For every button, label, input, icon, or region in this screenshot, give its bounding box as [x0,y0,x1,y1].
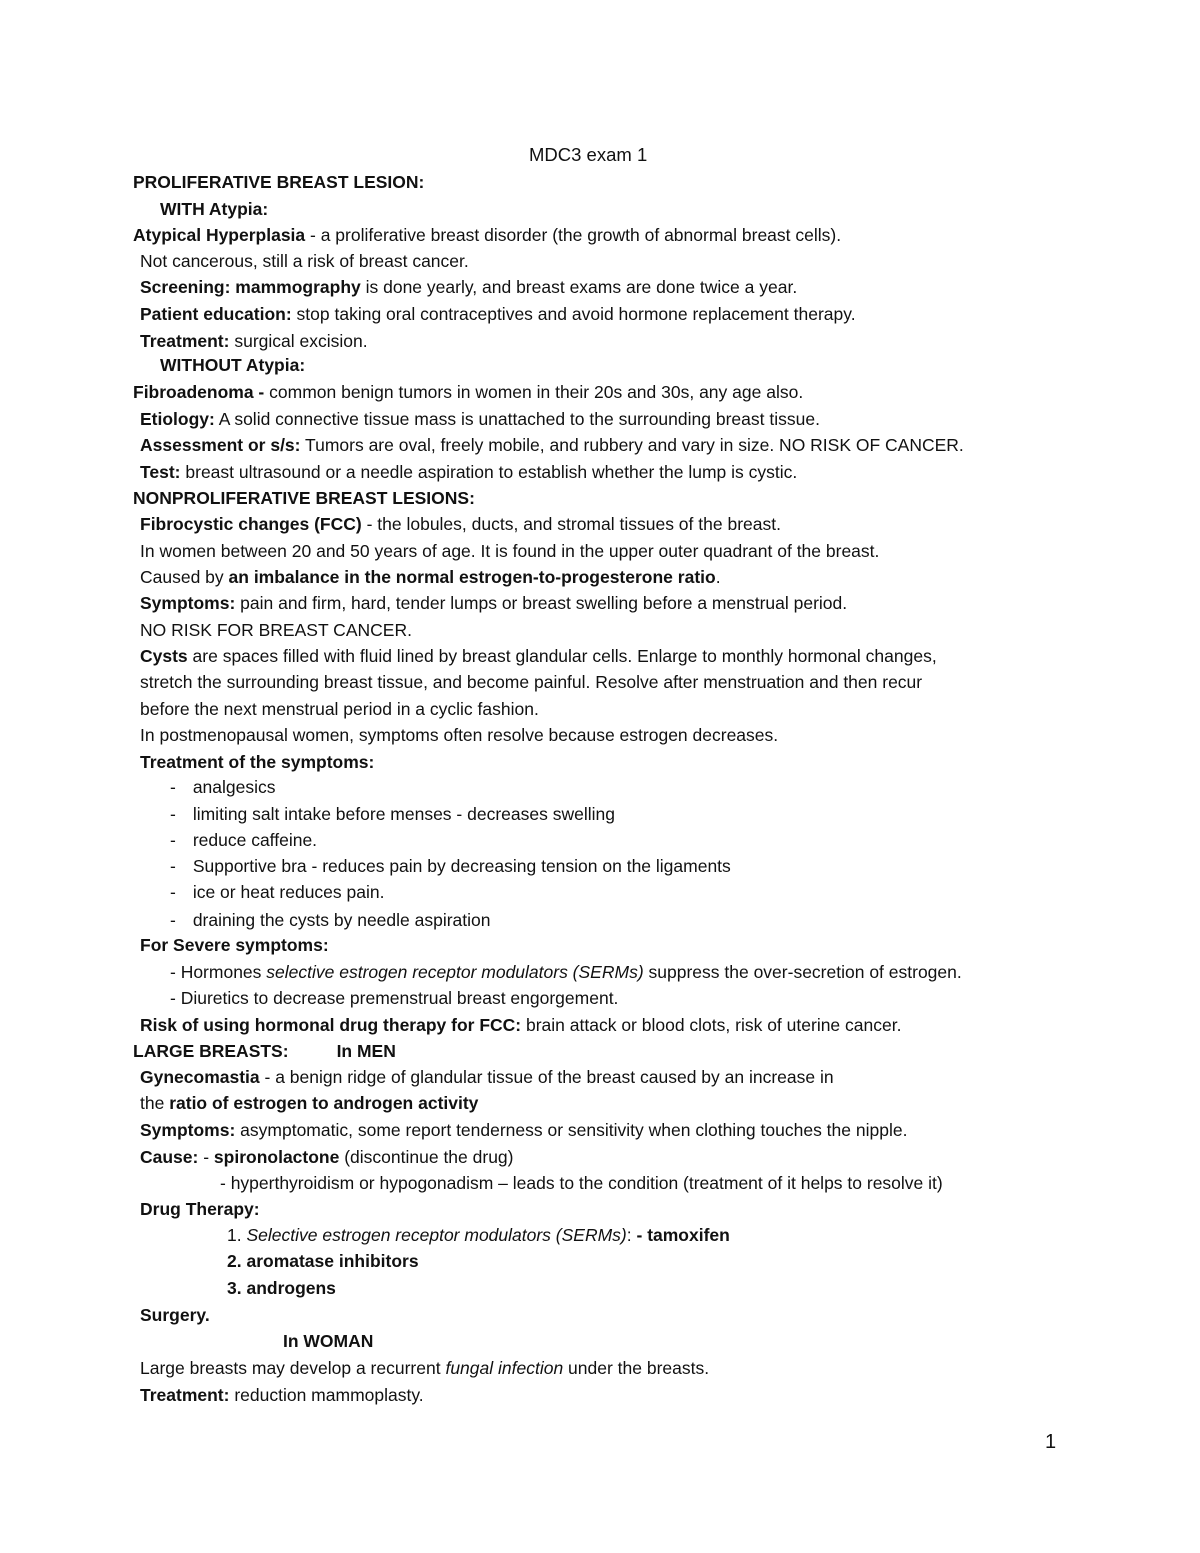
text-segment: reduce caffeine. [192,830,318,850]
text-segment: breast ultrasound or a needle aspiration to establish whether the lump is cystic. [180,462,798,482]
text-line [140,408,820,430]
text-line [140,1066,834,1088]
text-segment: Surgery. [140,1305,210,1325]
text-segment: LARGE BREASTS: [133,1041,289,1061]
text-line [170,909,491,931]
text-segment: NONPROLIFERATIVE BREAST LESIONS: [133,488,475,508]
text-segment: - Diuretics to decrease premenstrual breast engorgement. [170,988,619,1008]
text-line [140,645,937,667]
text-segment: spironolactone [213,1147,340,1167]
text-line [227,1277,336,1299]
text-line [140,1304,210,1326]
text-segment: 3. androgens [227,1278,336,1298]
text-line [133,381,803,403]
text-segment: 1. [227,1225,247,1245]
text-segment: - a proliferative breast disorder (the growth of abnormal breast cells). [305,225,842,245]
text-segment: - [170,856,176,876]
text-segment: NO RISK FOR BREAST CANCER. [140,620,412,640]
text-segment: - [170,777,176,797]
text-segment: Fibrocystic changes (FCC) [140,514,362,534]
text-segment: selective estrogen receptor modulators (SERMs) [266,962,644,982]
text-segment: stop taking oral contraceptives and avoid hormone replacement therapy. [291,304,856,324]
text-segment: WITHOUT Atypia: [160,355,306,375]
text-line [140,1357,709,1379]
text-segment: - [170,882,176,902]
text-line [227,1250,419,1272]
text-line [140,1146,514,1168]
text-line [140,434,964,456]
text-line [227,1224,730,1246]
text-segment: before the next menstrual period in a cyclic fashion. [140,699,539,719]
text-segment: Treatment: [140,331,230,351]
text-segment: Large breasts may develop a recurrent [140,1358,446,1378]
text-segment: - [198,1147,214,1167]
text-segment: Treatment: [140,1385,230,1405]
text-line [140,619,412,641]
text-segment: stretch the surrounding breast tissue, and become painful. Resolve after menstruation and then recur [140,672,923,692]
text-line [160,198,268,220]
text-segment: an imbalance in the normal estrogen-to-progesterone ratio [228,567,716,587]
text-line [133,1040,396,1062]
text-line [170,881,384,903]
text-segment: WITH Atypia: [160,199,269,219]
text-segment: Caused by [140,567,229,587]
text-segment: surgical excision. [229,331,368,351]
text-segment: - Hormones [170,962,267,982]
text-line [140,1014,901,1036]
text-line [140,671,922,693]
text-line [140,330,368,352]
text-segment: - the lobules, ducts, and stromal tissues of the breast. [361,514,781,534]
text-segment: . [715,567,721,587]
text-line [140,513,781,535]
text-line [170,855,731,877]
text-segment: Drug Therapy: [140,1199,260,1219]
text-segment: ratio of estrogen to androgen activity [169,1093,479,1113]
text-segment: Tumors are oval, freely mobile, and rubbery and vary in size. NO RISK OF CANCER. [300,435,964,455]
text-segment: Symptoms: [140,1120,236,1140]
text-line [133,171,424,193]
text-line [170,829,317,851]
text-line [140,1198,260,1220]
text-line [133,487,475,509]
text-segment: Not cancerous, still a risk of breast cancer. [140,251,469,271]
text-segment: the [140,1093,170,1113]
text-line [140,1119,907,1141]
text-line [140,592,847,614]
text-segment: - [170,804,176,824]
text-segment: - [170,830,176,850]
text-segment: Selective estrogen receptor modulators (SERMs) [246,1225,627,1245]
text-segment: draining the cysts by needle aspiration [192,910,491,930]
text-segment: pain and firm, hard, tender lumps or breast swelling before a menstrual period. [235,593,848,613]
text-segment: Atypical Hyperplasia [133,225,306,245]
text-segment: Risk of using hormonal drug therapy for FCC: [140,1015,522,1035]
text-line [170,961,962,983]
text-segment: - [170,910,176,930]
text-segment: In WOMAN [283,1331,374,1351]
text-segment: (discontinue the drug) [339,1147,514,1167]
text-segment: brain attack or blood clots, risk of uterine cancer. [521,1015,902,1035]
text-line [133,224,841,246]
text-line [140,724,778,746]
text-segment: analgesics [192,777,276,797]
text-segment: - hyperthyroidism or hypogonadism – leads to the condition (treatment of it helps to resolve it) [220,1173,943,1193]
text-line [140,934,329,956]
text-segment: - tamoxifen [636,1225,730,1245]
text-segment: For Severe symptoms: [140,935,329,955]
text-segment: asymptomatic, some report tenderness or sensitivity when clothing touches the nipple. [235,1120,908,1140]
text-segment: is done yearly, and breast exams are done twice a year. [360,277,798,297]
text-segment: are spaces filled with fluid lined by breast glandular cells. Enlarge to monthly hormonal changes, [187,646,937,666]
text-line [140,1384,424,1406]
text-segment: Symptoms: [140,593,236,613]
text-segment: Fibroadenoma - [133,382,265,402]
text-line [140,276,797,298]
text-segment: Supportive bra - reduces pain by decreasing tension on the ligaments [192,856,731,876]
text-segment: Gynecomastia [140,1067,260,1087]
text-segment: Cause: [140,1147,199,1167]
text-line [140,698,539,720]
text-line [170,987,618,1009]
page-title: MDC3 exam 1 [529,144,648,165]
text-line [140,303,856,325]
text-segment: In MEN [336,1041,396,1061]
text-segment: Test: [140,462,181,482]
text-segment: - a benign ridge of glandular tissue of the breast caused by an increase in [259,1067,834,1087]
text-line [140,250,469,272]
text-line [170,776,276,798]
text-line [160,354,305,376]
text-segment: 2. aromatase inhibitors [227,1251,419,1271]
page-number: 1 [1045,1431,1057,1453]
text-segment: Treatment of the symptoms: [140,752,375,772]
text-line [140,751,374,773]
text-line [220,1172,943,1194]
text-line [170,803,615,825]
text-segment: Etiology: [140,409,215,429]
text-segment: common benign tumors in women in their 20s and 30s, any age also. [264,382,804,402]
text-segment: Patient education: [140,304,292,324]
text-segment: In women between 20 and 50 years of age. It is found in the upper outer quadrant of the breast. [140,541,880,561]
text-segment: suppress the over-secretion of estrogen. [643,962,962,982]
text-segment: Assessment or s/s: [140,435,301,455]
text-segment: Cysts [140,646,188,666]
text-segment: reduction mammoplasty. [229,1385,424,1405]
text-line [140,461,797,483]
text-segment: : [626,1225,637,1245]
text-line [140,566,721,588]
text-segment: In postmenopausal women, symptoms often resolve because estrogen decreases. [140,725,779,745]
text-segment: PROLIFERATIVE BREAST LESION: [133,172,425,192]
text-segment: ice or heat reduces pain. [192,882,385,902]
text-segment: A solid connective tissue mass is unattached to the surrounding breast tissue. [214,409,820,429]
text-segment: under the breasts. [563,1358,710,1378]
text-line [283,1330,373,1352]
text-line [140,1092,478,1114]
text-segment: Screening: mammography [140,277,361,297]
text-segment: limiting salt intake before menses - decreases swelling [192,804,615,824]
text-line [140,540,879,562]
text-segment: fungal infection [445,1358,564,1378]
